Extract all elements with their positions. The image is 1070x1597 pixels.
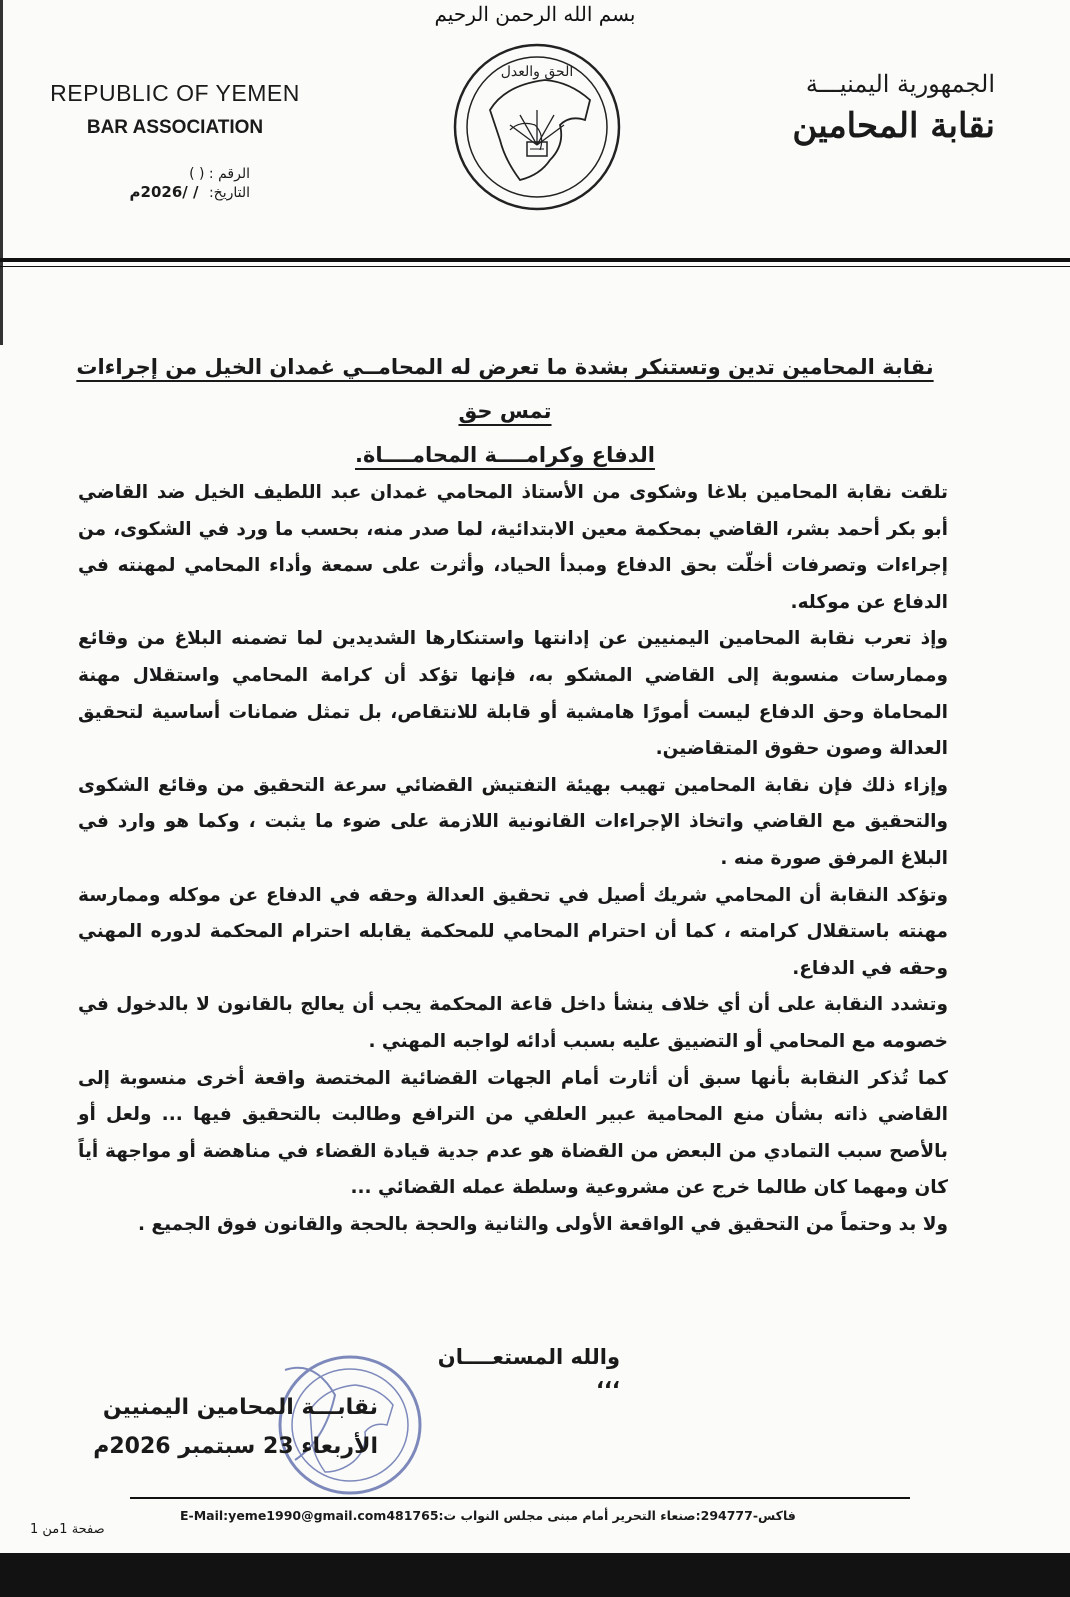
body-paragraph: ولا بد وحتماً من التحقيق في الواقعة الأولى والثانية والحجة بالحجة والقانون فوق الجميع . bbox=[137, 1213, 948, 1235]
body-paragraph: وإذ تعرب نقابة المحامين اليمنيين عن إدانتها واستنكارها الشديدين لما تضمنه البلاغ من وقائع وممارسات منسوبة إلى القاضي المشكو به، فإنها تؤكد أن كرامة المحامي واستقلال مهنة المحاماة وحق الدفاع ليست أمورًا هامشية أو قابلة للانتقاص، بل تمثل ضمانات أساسية لتحقيق العدالة وصون حقوق المتقاضين. bbox=[78, 628, 948, 760]
body-paragraph: كما تُذكر النقابة بأنها سبق أن أثارت أمام الجهات القضائية المختصة واقعة أخرى منسوبة إلى القاضي ذاته بشأن منع المحامية عبير العلفي من الترافع وطالبت بالتحقيق فيها ... ولعل أو بالأصح سبب التمادي من البعض من القضاة هو عدم جدية قيادة القضاء في مناهضة أو مواجهة أياً كان ومهما كان طالما خرج عن مشروعية وسلطة عمله القضائي ... bbox=[78, 1067, 948, 1199]
reference-date-label: التاريخ: bbox=[208, 185, 250, 201]
footer-divider bbox=[130, 1497, 910, 1499]
header-divider-thin bbox=[0, 266, 1070, 267]
bismillah: بسم الله الرحمن الرحيم bbox=[434, 2, 636, 26]
page-edge-shadow bbox=[0, 0, 3, 345]
closing-phrase: والله المستعــــان ،،، bbox=[437, 1345, 620, 1393]
page-number: صفحة 1من 1 bbox=[30, 1522, 105, 1537]
header-divider-thick bbox=[0, 258, 1070, 262]
body-paragraph: وتشدد النقابة على أن أي خلاف ينشأ داخل قاعة المحكمة يجب أن يعالج بالقانون لا بالدخول في خصومه مع المحامي أو التضييق عليه بسبب أدائه لواجبه المهني . bbox=[78, 994, 948, 1052]
letter-body bbox=[78, 475, 948, 1243]
signatory-name: نقابـــة المحامين اليمنيين bbox=[102, 1395, 378, 1420]
reference-block bbox=[110, 165, 250, 202]
arabic-association-name: نقابة المحامين bbox=[792, 106, 995, 146]
arabic-letterhead bbox=[745, 70, 995, 146]
letter-title bbox=[70, 345, 940, 477]
footer-contact-line bbox=[180, 1508, 910, 1523]
english-letterhead bbox=[30, 80, 320, 139]
english-association-name: BAR ASSOCIATION bbox=[86, 117, 264, 138]
reference-date-value: / /2026م bbox=[129, 183, 199, 201]
english-country-name: REPUBLIC OF YEMEN bbox=[50, 80, 300, 106]
signature-date: الأربعاء 23 سبتمبر 2026م bbox=[93, 1434, 378, 1459]
body-paragraph: تلقت نقابة المحامين بلاغا وشكوى من الأستاذ المحامي غمدان عبد اللطيف الخيل ضد القاضي أبو بكر أحمد بشر، القاضي بمحكمة معين الابتدائية، لما صدر منه، بحسب ما ورد في الشكوى، من إجراءات وتصرفات أخلّت بحق الدفاع ومبدأ الحياد، وأثرت على سمعة وأداء المحامي لمهنته في الدفاع عن موكله. bbox=[78, 482, 948, 613]
screenshot-bottom-bar bbox=[0, 1553, 1070, 1597]
seal-motto: الحق والعدل bbox=[500, 64, 574, 80]
body-paragraph: وتؤكد النقابة أن المحامي شريك أصيل في تحقيق العدالة وحقه في الدفاع عن موكله وممارسة مهنته باستقلال كرامته ، كما أن احترام المحامي للمحكمة يقابله احترام المحكمة لدوره المهني وحقه في الدفاع. bbox=[78, 884, 948, 979]
footer-contact-info: E-Mail:yeme1990@gmail.com481765:فاكس-294777:صنعاء التحرير أمام مبنى مجلس النواب ت bbox=[180, 1508, 796, 1523]
body-paragraph: وإزاء ذلك فإن نقابة المحامين تهيب بهيئة التفتيش القضائي سرعة التحقيق من وقائع الشكوى والتحقيق مع القاضي واتخاذ الإجراءات القانونية اللازمة على ضوء ما يثبت ، وكما هو وارد في البلاغ المرفق صورة منه . bbox=[78, 774, 948, 869]
arabic-country-name: الجمهورية اليمنيـــة bbox=[805, 70, 995, 98]
reference-number: الرقم : ( ) bbox=[189, 166, 250, 182]
title-line-1: نقابة المحامين تدين وتستنكر بشدة ما تعرض له المحامــي غمدان الخيل من إجراءات تمس حق bbox=[76, 355, 934, 423]
title-line-2: الدفاع وكرامــــة المحامــــاة. bbox=[355, 443, 655, 467]
reference-date-row bbox=[110, 183, 250, 202]
bar-association-seal-logo bbox=[450, 40, 625, 215]
signature-block bbox=[78, 1395, 378, 1459]
